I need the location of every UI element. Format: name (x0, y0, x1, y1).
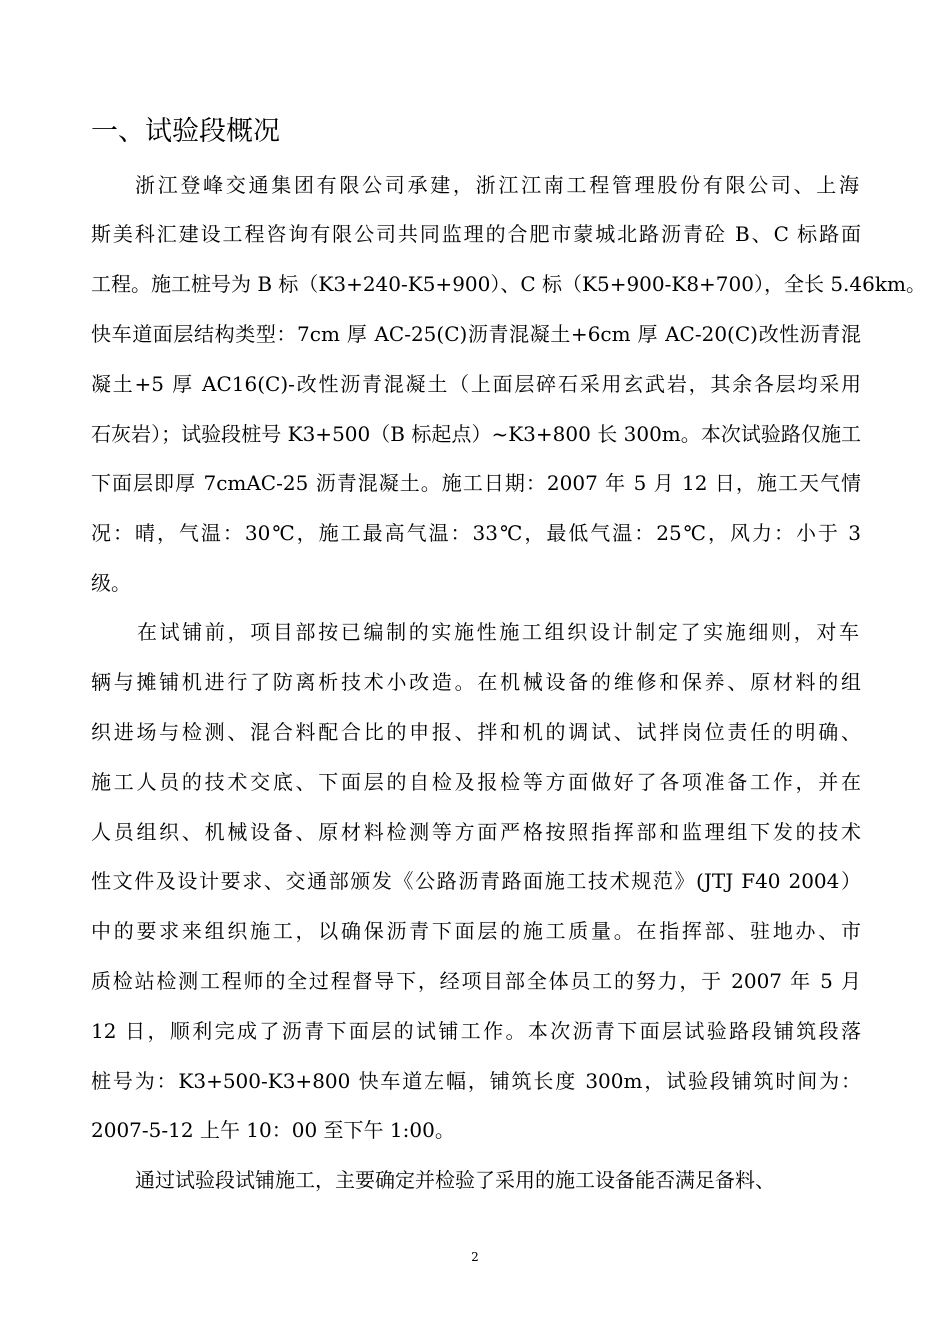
paragraph-1-line-7: 下面层即厚 7cmAC-25 沥青混凝土。施工日期：2007 年 5 月 12 日，施工天气情 (91, 471, 861, 495)
paragraph-2-line-2: 辆与摊铺机进行了防离析技术小改造。在机械设备的维修和保养、原材料的组 (91, 670, 861, 694)
paragraph-2-line-3: 织进场与检测、混合料配合比的申报、拌和机的调试、试拌岗位责任的明确、 (91, 720, 861, 744)
paragraph-2-line-9: 12 日，顺利完成了沥青下面层的试铺工作。本次沥青下面层试验路段铺筑段落 (91, 1019, 861, 1043)
paragraph-2-line-10: 桩号为：K3+500-K3+800 快车道左幅，铺筑长度 300m，试验段铺筑时间为： (91, 1069, 861, 1093)
paragraph-3-line-1: 通过试验段试铺施工，主要确定并检验了采用的施工设备能否满足备料、 (135, 1168, 775, 1192)
paragraph-2-line-11: 2007-5-12 上午 10：00 至下午 1:00。 (91, 1118, 455, 1142)
paragraph-2-line-8: 质检站检测工程师的全过程督导下，经项目部全体员工的努力，于 2007 年 5 月 (91, 969, 861, 993)
paragraph-2-line-5: 人员组织、机械设备、原材料检测等方面严格按照指挥部和监理组下发的技术 (91, 820, 861, 844)
paragraph-2-line-6: 性文件及设计要求、交通部颁发《公路沥青路面施工技术规范》(JTJ F40 2004） (91, 869, 861, 893)
section-heading: 一、试验段概况 (91, 116, 280, 147)
paragraph-1-line-6: 石灰岩）；试验段桩号 K3+500（B 标起点）~K3+800 长 300m。本次试验路仅施工 (91, 422, 861, 446)
paragraph-1-line-8: 况：晴，气温：30℃，施工最高气温：33℃，最低气温：25℃，风力：小于 3 (91, 521, 861, 545)
paragraph-2-line-4: 施工人员的技术交底、下面层的自检及报检等方面做好了各项准备工作，并在 (91, 770, 861, 794)
paragraph-1-line-5: 凝土+5 厚 AC16(C)-改性沥青混凝土（上面层碎石采用玄武岩，其余各层均采用 (91, 372, 861, 396)
page-number: 2 (471, 1250, 479, 1264)
paragraph-1-line-3: 工程。施工桩号为 B 标（K3+240-K5+900）、C 标（K5+900-K8+700），全长 5.46km。 (91, 272, 926, 296)
paragraph-1-line-2: 斯美科汇建设工程咨询有限公司共同监理的合肥市蒙城北路沥青砼 B、C 标路面 (91, 222, 861, 246)
paragraph-2-line-7: 中的要求来组织施工，以确保沥青下面层的施工质量。在指挥部、驻地办、市 (91, 919, 861, 943)
paragraph-1-line-1: 浙江登峰交通集团有限公司承建，浙江江南工程管理股份有限公司、上海 (135, 173, 859, 197)
paragraph-1-line-4: 快车道面层结构类型：7cm 厚 AC-25(C)沥青混凝土+6cm 厚 AC-20(C)改性沥青混 (91, 322, 861, 346)
paragraph-2-line-1: 在试铺前，项目部按已编制的实施性施工组织设计制定了实施细则，对车 (137, 620, 859, 644)
paragraph-1-line-9: 级。 (91, 571, 131, 595)
